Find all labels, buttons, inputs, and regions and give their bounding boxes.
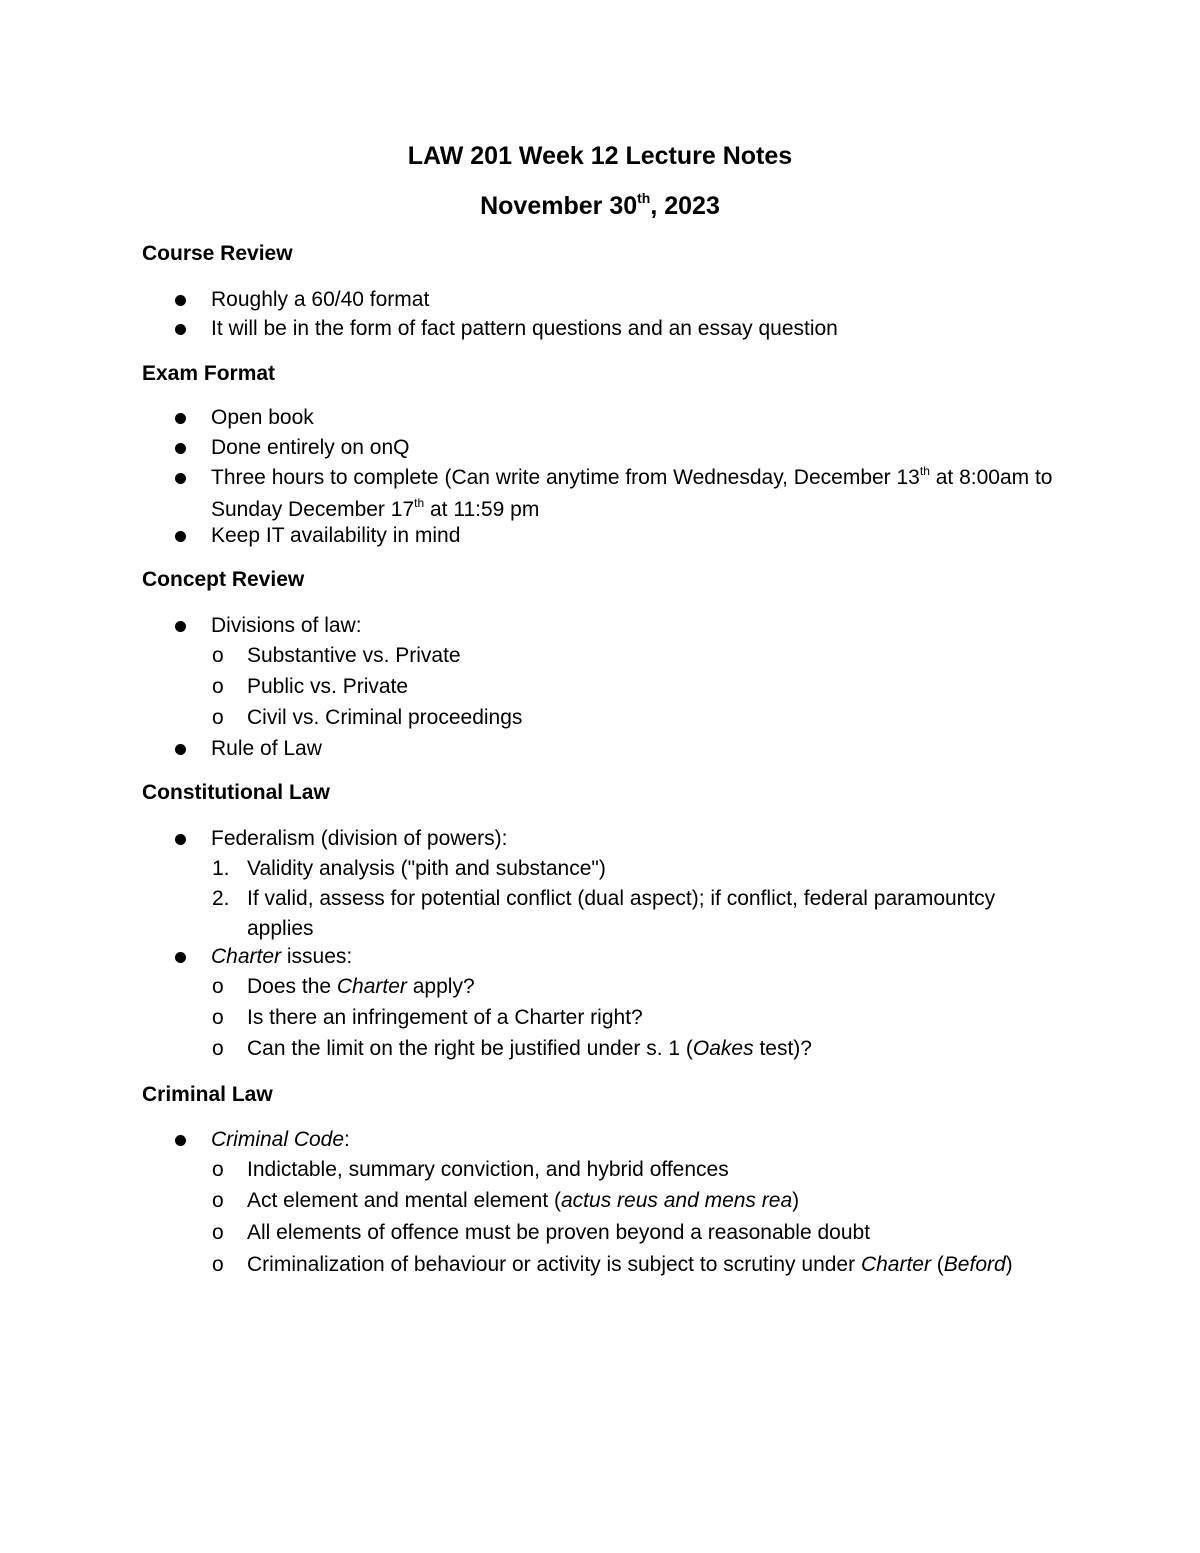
bullet-icon xyxy=(175,621,186,632)
list-item: Open book xyxy=(211,406,314,429)
item-text: ( xyxy=(930,1253,944,1276)
sub-bullet-marker: o xyxy=(212,1221,224,1244)
document-title: LAW 201 Week 12 Lecture Notes xyxy=(407,142,793,170)
list-item xyxy=(211,463,1071,527)
item-text: test)? xyxy=(753,1037,812,1060)
date-text: November 30 xyxy=(480,192,638,220)
item-text: apply? xyxy=(406,975,475,998)
sub-bullet-marker: o xyxy=(212,675,224,698)
list-item: Roughly a 60/40 format xyxy=(211,288,430,311)
italic-text: Beford xyxy=(943,1253,1006,1276)
item-text: ) xyxy=(792,1189,800,1212)
italic-text: Oakes xyxy=(692,1037,754,1060)
bullet-icon xyxy=(175,834,186,845)
list-item xyxy=(211,942,352,972)
sub-list-item xyxy=(247,1186,799,1216)
bullet-icon xyxy=(175,413,186,424)
item-text: ) xyxy=(1005,1253,1013,1276)
sub-bullet-marker: o xyxy=(212,1037,224,1060)
list-item: Rule of Law xyxy=(211,737,322,760)
italic-text: Criminal Code xyxy=(211,1128,345,1151)
sub-list-item: Public vs. Private xyxy=(247,675,409,698)
numbered-marker: 1. xyxy=(212,857,230,880)
item-text: at 11:59 pm xyxy=(424,498,540,521)
sub-list-item: Civil vs. Criminal proceedings xyxy=(247,706,523,729)
list-item: Divisions of law: xyxy=(211,614,362,637)
sub-bullet-marker: o xyxy=(212,1006,224,1029)
item-text: Act element and mental element ( xyxy=(247,1189,561,1212)
numbered-item: Validity analysis ("pith and substance") xyxy=(247,857,606,880)
sub-list-item xyxy=(247,972,475,1002)
section-heading-exam-format: Exam Format xyxy=(142,362,276,385)
italic-text: Charter xyxy=(860,1253,931,1276)
item-superscript: th xyxy=(919,464,930,478)
item-text: Can the limit on the right be justified under s. 1 ( xyxy=(247,1037,693,1060)
document-date xyxy=(0,192,1200,221)
sub-list-item xyxy=(247,1034,812,1064)
sub-list-item: Indictable, summary conviction, and hybrid offences xyxy=(247,1158,729,1181)
sub-bullet-marker: o xyxy=(212,644,224,667)
list-item xyxy=(211,1125,350,1155)
sub-list-item: All elements of offence must be proven beyond a reasonable doubt xyxy=(247,1221,871,1244)
italic-text: actus reus and mens rea xyxy=(561,1189,793,1212)
sub-bullet-marker: o xyxy=(212,706,224,729)
item-text: Criminalization of behaviour or activity is subject to scrutiny under xyxy=(247,1253,861,1276)
section-heading-concept-review: Concept Review xyxy=(142,568,305,591)
bullet-icon xyxy=(175,952,186,963)
list-item: It will be in the form of fact pattern questions and an essay question xyxy=(211,317,838,340)
list-item: Keep IT availability in mind xyxy=(211,524,461,547)
sub-list-item xyxy=(247,1250,1037,1280)
section-heading-course-review: Course Review xyxy=(142,242,293,265)
sub-list-item: Substantive vs. Private xyxy=(247,644,461,667)
bullet-icon xyxy=(175,295,186,306)
numbered-item: If valid, assess for potential conflict (dual aspect); if conflict, federal paramountcy applies xyxy=(247,887,996,940)
sub-bullet-marker: o xyxy=(212,1253,224,1276)
numbered-marker: 2. xyxy=(212,887,230,910)
item-text: at 8:00am to Sunday December 17 xyxy=(211,466,1053,521)
bullet-icon xyxy=(175,473,186,484)
sub-bullet-marker: o xyxy=(212,1189,224,1212)
date-year: , 2023 xyxy=(650,192,720,220)
item-text: : xyxy=(344,1128,350,1151)
sub-bullet-marker: o xyxy=(212,975,224,998)
list-item: Federalism (division of powers): xyxy=(211,827,508,850)
italic-text: Charter xyxy=(211,945,282,968)
sub-list-item: Is there an infringement of a Charter right? xyxy=(247,1006,643,1029)
section-heading-constitutional-law: Constitutional Law xyxy=(142,781,330,804)
date-superscript: th xyxy=(637,190,651,206)
bullet-icon xyxy=(175,324,186,335)
list-item: Done entirely on onQ xyxy=(211,436,410,459)
item-text: issues: xyxy=(281,945,353,968)
section-heading-criminal-law: Criminal Law xyxy=(142,1083,273,1106)
sub-bullet-marker: o xyxy=(212,1158,224,1181)
bullet-icon xyxy=(175,1135,186,1146)
italic-text: Charter xyxy=(336,975,407,998)
item-text: Does the xyxy=(247,975,337,998)
bullet-icon xyxy=(175,443,186,454)
bullet-icon xyxy=(175,531,186,542)
item-text: Three hours to complete (Can write anytime from Wednesday, December 13 xyxy=(211,466,920,489)
item-superscript: th xyxy=(414,496,425,510)
bullet-icon xyxy=(175,744,186,755)
